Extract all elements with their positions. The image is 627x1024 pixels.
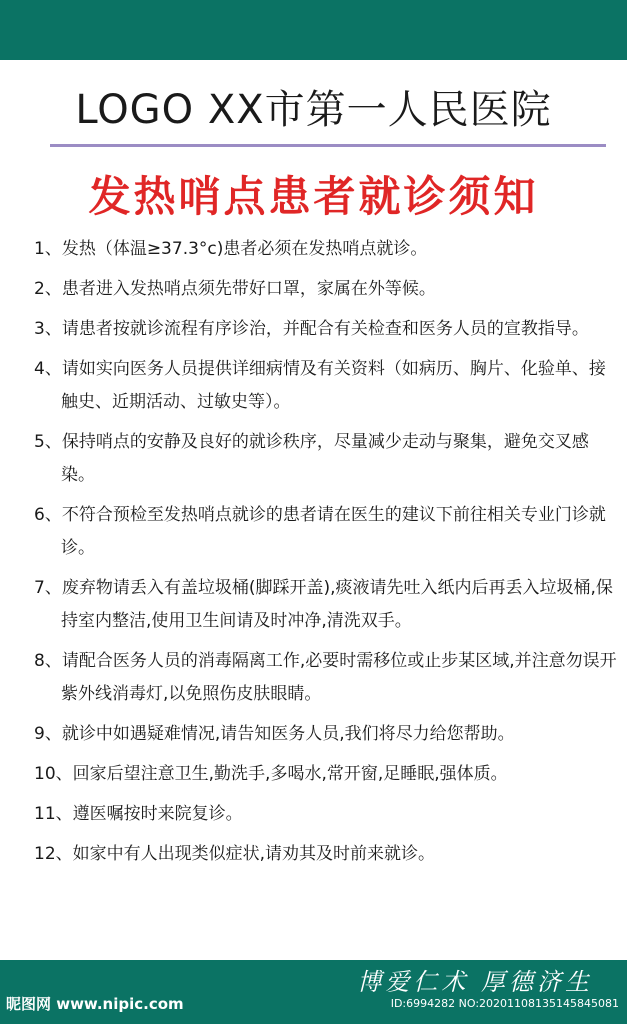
rule-item: 7、废弃物请丢入有盖垃圾桶(脚踩开盖),痰液请先吐入纸内后再丢入垃圾桶,保持室内整洁,使用卫生间请及时冲净,清洗双手。 [34,578,613,631]
rule-item: 12、如家中有人出现类似症状,请劝其及时前来就诊。 [34,844,436,864]
watermark-id: ID:6994282 NO:20201108135145845081 [390,997,619,1010]
rule-item: 6、不符合预检至发热哨点就诊的患者请在医生的建议下前往相关专业门诊就诊。 [34,505,606,558]
rules-list [34,233,620,878]
top-color-bar [0,0,627,60]
rule-item: 1、发热（体温≥37.3°c)患者必须在发热哨点就诊。 [34,239,428,259]
rule-item: 11、遵医嘱按时来院复诊。 [34,804,243,824]
rule-item: 5、保持哨点的安静及良好的就诊秩序，尽量减少走动与聚集，避免交叉感染。 [34,432,589,485]
rule-item: 10、回家后望注意卫生,勤洗手,多喝水,常开窗,足睡眠,强体质。 [34,764,508,784]
footer-slogan: 博爱仁术 厚德济生 [357,968,593,996]
rule-item: 3、请患者按就诊流程有序诊治，并配合有关检查和医务人员的宣教指导。 [34,319,589,339]
title-divider [50,144,606,147]
notice-title: 发热哨点患者就诊须知 [88,172,539,221]
rule-item: 9、就诊中如遇疑难情况,请告知医务人员,我们将尽力给您帮助。 [34,724,515,744]
watermark-site: 昵图网 www.nipic.com [6,995,184,1013]
rule-item: 2、患者进入发热哨点须先带好口罩，家属在外等候。 [34,279,436,299]
hospital-title: LOGO XX市第一人民医院 [75,87,552,133]
rule-item: 4、请如实向医务人员提供详细病情及有关资料（如病历、胸片、化验单、接触史、近期活动、过敏史等）。 [34,359,606,412]
rule-item: 8、请配合医务人员的消毒隔离工作,必要时需移位或止步某区域,并注意勿误开紫外线消毒灯,以免照伤皮肤眼睛。 [34,651,617,704]
